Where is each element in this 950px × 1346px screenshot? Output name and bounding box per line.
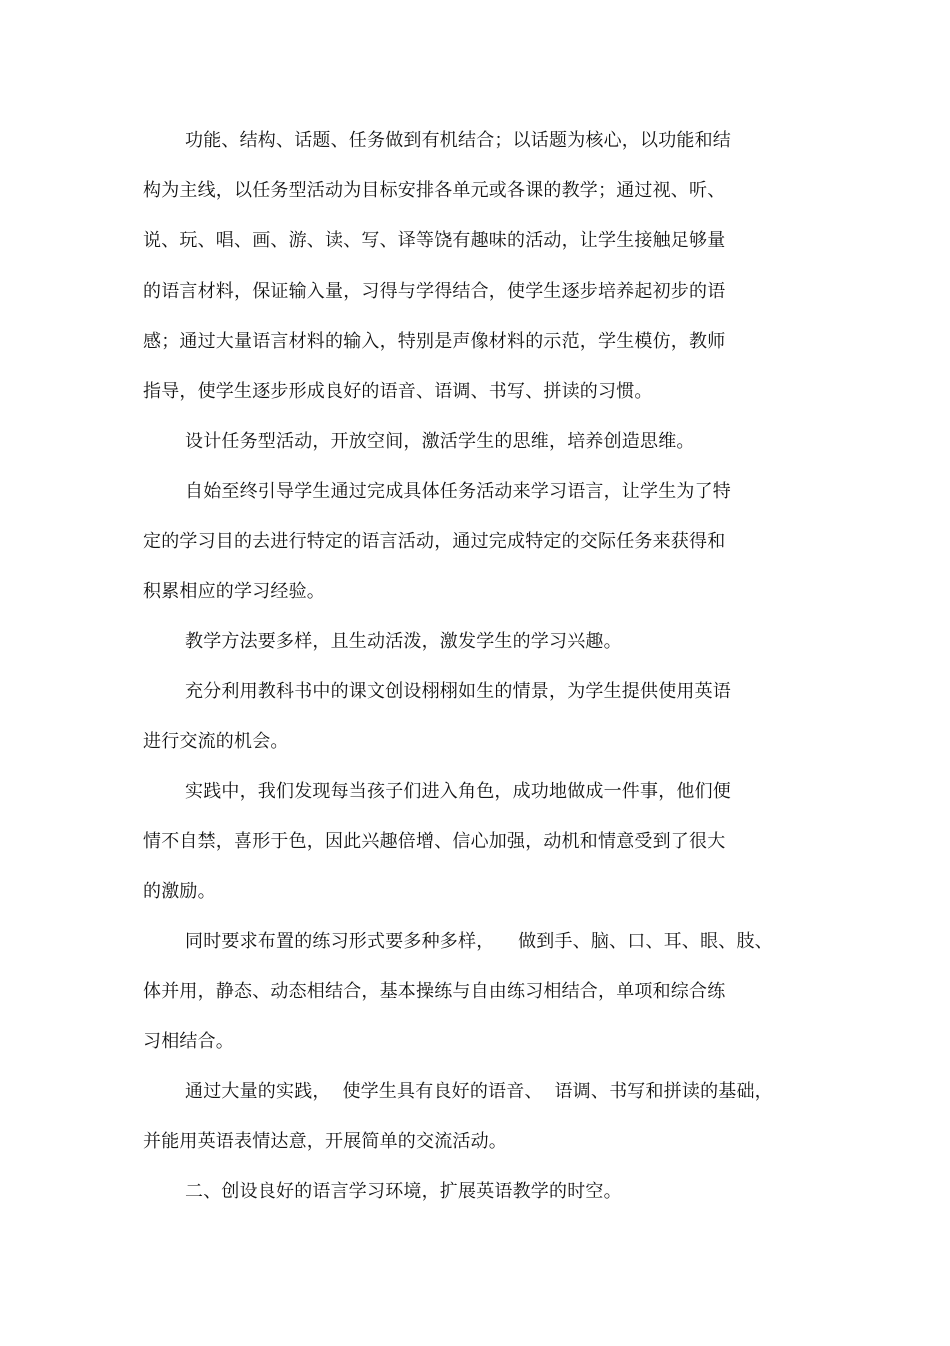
text-line: 情不自禁，喜形于色，因此兴趣倍增、信心加强，动机和情意受到了很大 bbox=[143, 831, 726, 852]
text-line: 说、玩、唱、画、游、读、写、译等饶有趣味的活动，让学生接触足够量 bbox=[143, 230, 726, 251]
text-line: 设计任务型活动，开放空间，激活学生的思维，培养创造思维。 bbox=[185, 431, 695, 452]
text-line: 的激励。 bbox=[143, 881, 216, 902]
text-line: 习相结合。 bbox=[143, 1031, 234, 1052]
text-line: 实践中，我们发现每当孩子们进入角色，成功地做成一件事，他们便 bbox=[185, 781, 731, 802]
text-line: 教学方法要多样，且生动活泼，激发学生的学习兴趣。 bbox=[185, 631, 622, 652]
text-line: 指导，使学生逐步形成良好的语音、语调、书写、拼读的习惯。 bbox=[143, 381, 653, 402]
section-heading: 二、创设良好的语言学习环境，扩展英语教学的时空。 bbox=[185, 1181, 622, 1202]
text-line: 构为主线，以任务型活动为目标安排各单元或各课的教学；通过视、听、 bbox=[143, 180, 726, 201]
text-line: 定的学习目的去进行特定的语言活动，通过完成特定的交际任务来获得和 bbox=[143, 531, 726, 552]
text-line: 积累相应的学习经验。 bbox=[143, 581, 325, 602]
text-line: 自始至终引导学生通过完成具体任务活动来学习语言，让学生为了特 bbox=[185, 481, 731, 502]
text-line: 功能、结构、话题、任务做到有机结合；以话题为核心，以功能和结 bbox=[185, 130, 731, 151]
text-line: 并能用英语表情达意，开展简单的交流活动。 bbox=[143, 1131, 507, 1152]
text-line: 体并用，静态、动态相结合，基本操练与自由练习相结合，单项和综合练 bbox=[143, 981, 726, 1002]
text-line: 感；通过大量语言材料的输入，特别是声像材料的示范，学生模仿，教师 bbox=[143, 331, 726, 352]
text-line: 通过大量的实践， 使学生具有良好的语音、 语调、书写和拼读的基础， bbox=[185, 1081, 773, 1102]
text-line: 充分利用教科书中的课文创设栩栩如生的情景，为学生提供使用英语 bbox=[185, 681, 731, 702]
text-line: 同时要求布置的练习形式要多种多样， 做到手、脑、口、耳、眼、肢、 bbox=[185, 931, 773, 952]
text-line: 进行交流的机会。 bbox=[143, 731, 289, 752]
text-line: 的语言材料，保证输入量，习得与学得结合，使学生逐步培养起初步的语 bbox=[143, 281, 726, 302]
